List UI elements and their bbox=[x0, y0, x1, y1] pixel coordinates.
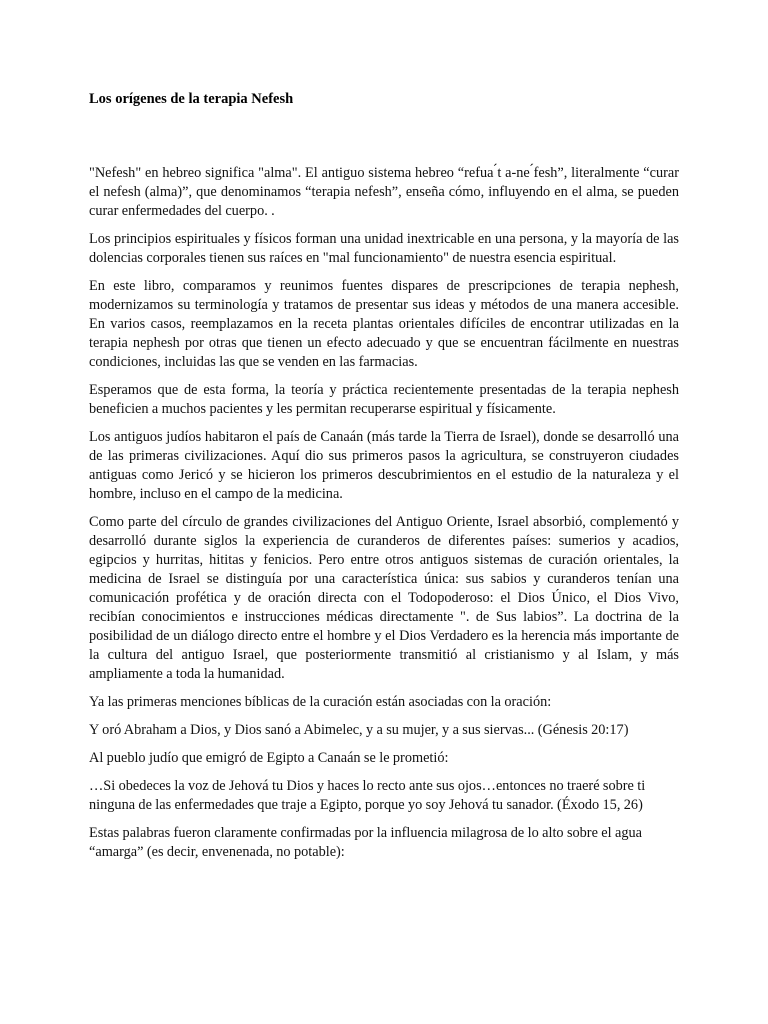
paragraph-biblical-mentions: Ya las primeras menciones bíblicas de la curación están asociadas con la oración: bbox=[89, 694, 552, 710]
paragraph-hope: Esperamos que de esta forma, la teoría y práctica recientemente presentadas de la terapia nephesh beneficien a muchos pacientes y les permitan recuperarse espiritual y físicamente. bbox=[89, 382, 679, 417]
paragraph-promise-intro: Al pueblo judío que emigró de Egipto a Canaán se le prometió: bbox=[89, 750, 449, 766]
paragraph-book-purpose: En este libro, comparamos y reunimos fuentes dispares de prescripciones de terapia nephesh, modernizamos su terminología y tratamos de presentar sus ideas y métodos de una manera accesible. En varios casos, reemplazamos en la receta plantas orientales difíciles de encontrar utilizadas en la terapia nephesh por otras que tienen un efecto adecuado y que se encuentran fácilmente en nuestras condiciones, incluidas las que se venden en las farmacias. bbox=[89, 278, 679, 370]
paragraph-ancient-orient: Como parte del círculo de grandes civilizaciones del Antiguo Oriente, Israel absorbió, complementó y desarrolló durante siglos la experiencia de curanderos de diferentes países: sumerios y acadios, egipcios y hurritas, hititas y fenicios. Pero entre otros antiguos sistemas de curación orientales, la medicina de Israel se distinguía por una característica única: sus sabios y curanderos tenían una comunicación profética y de oración directa con el Todopoderoso: el Dios Único, el Dios Vivo, recibían conocimientos e instrucciones médicas directamente ". de Sus labios”. La doctrina de la posibilidad de un diálogo directo entre el hombre y el Dios Verdadero es la herencia más importante de la cultura del antiguo Israel, que posteriormente transmitió al cristianismo y al Islam, y más ampliamente a toda la humanidad. bbox=[89, 514, 679, 682]
document-body bbox=[89, 164, 679, 871]
paragraph-ancient-jews: Los antiguos judíos habitaron el país de Canaán (más tarde la Tierra de Israel), donde se desarrolló una de las primeras civilizaciones. Aquí dio sus primeros pasos la agricultura, se construyeron ciudades antiguas como Jericó y se hicieron los primeros descubrimientos en el estudio de la naturaleza y el hombre, incluso en el campo de la medicina. bbox=[89, 429, 679, 502]
paragraph-spiritual-principles: Los principios espirituales y físicos forman una unidad inextricable en una persona, y la mayoría de las dolencias corporales tienen sus raíces en "mal funcionamiento" de nuestra esencia espiritual. bbox=[89, 231, 679, 266]
paragraph-genesis-quote: Y oró Abraham a Dios, y Dios sanó a Abimelec, y a su mujer, y a sus siervas... (Génesis 20:17) bbox=[89, 722, 629, 738]
paragraph-bitter-water: Estas palabras fueron claramente confirmadas por la influencia milagrosa de lo alto sobre el agua “amarga” (es decir, envenenada, no potable): bbox=[89, 825, 642, 860]
document-title: Los orígenes de la terapia Nefesh bbox=[89, 91, 294, 107]
paragraph-exodus-quote: …Si obedeces la voz de Jehová tu Dios y haces lo recto ante sus ojos…entonces no traeré sobre ti ninguna de las enfermedades que traje a Egipto, porque yo soy Jehová tu sanador. (Éxodo 15, 26) bbox=[89, 778, 646, 813]
paragraph-nefesh-definition: "Nefesh" en hebreo significa "alma". El antiguo sistema hebreo “refua ́t a-ne ́fesh”, literalmente “curar el nefesh (alma)”, que denominamos “terapia nefesh”, enseña cómo, influyendo en el alma, se pueden curar enfermedades del cuerpo. . bbox=[89, 165, 679, 219]
